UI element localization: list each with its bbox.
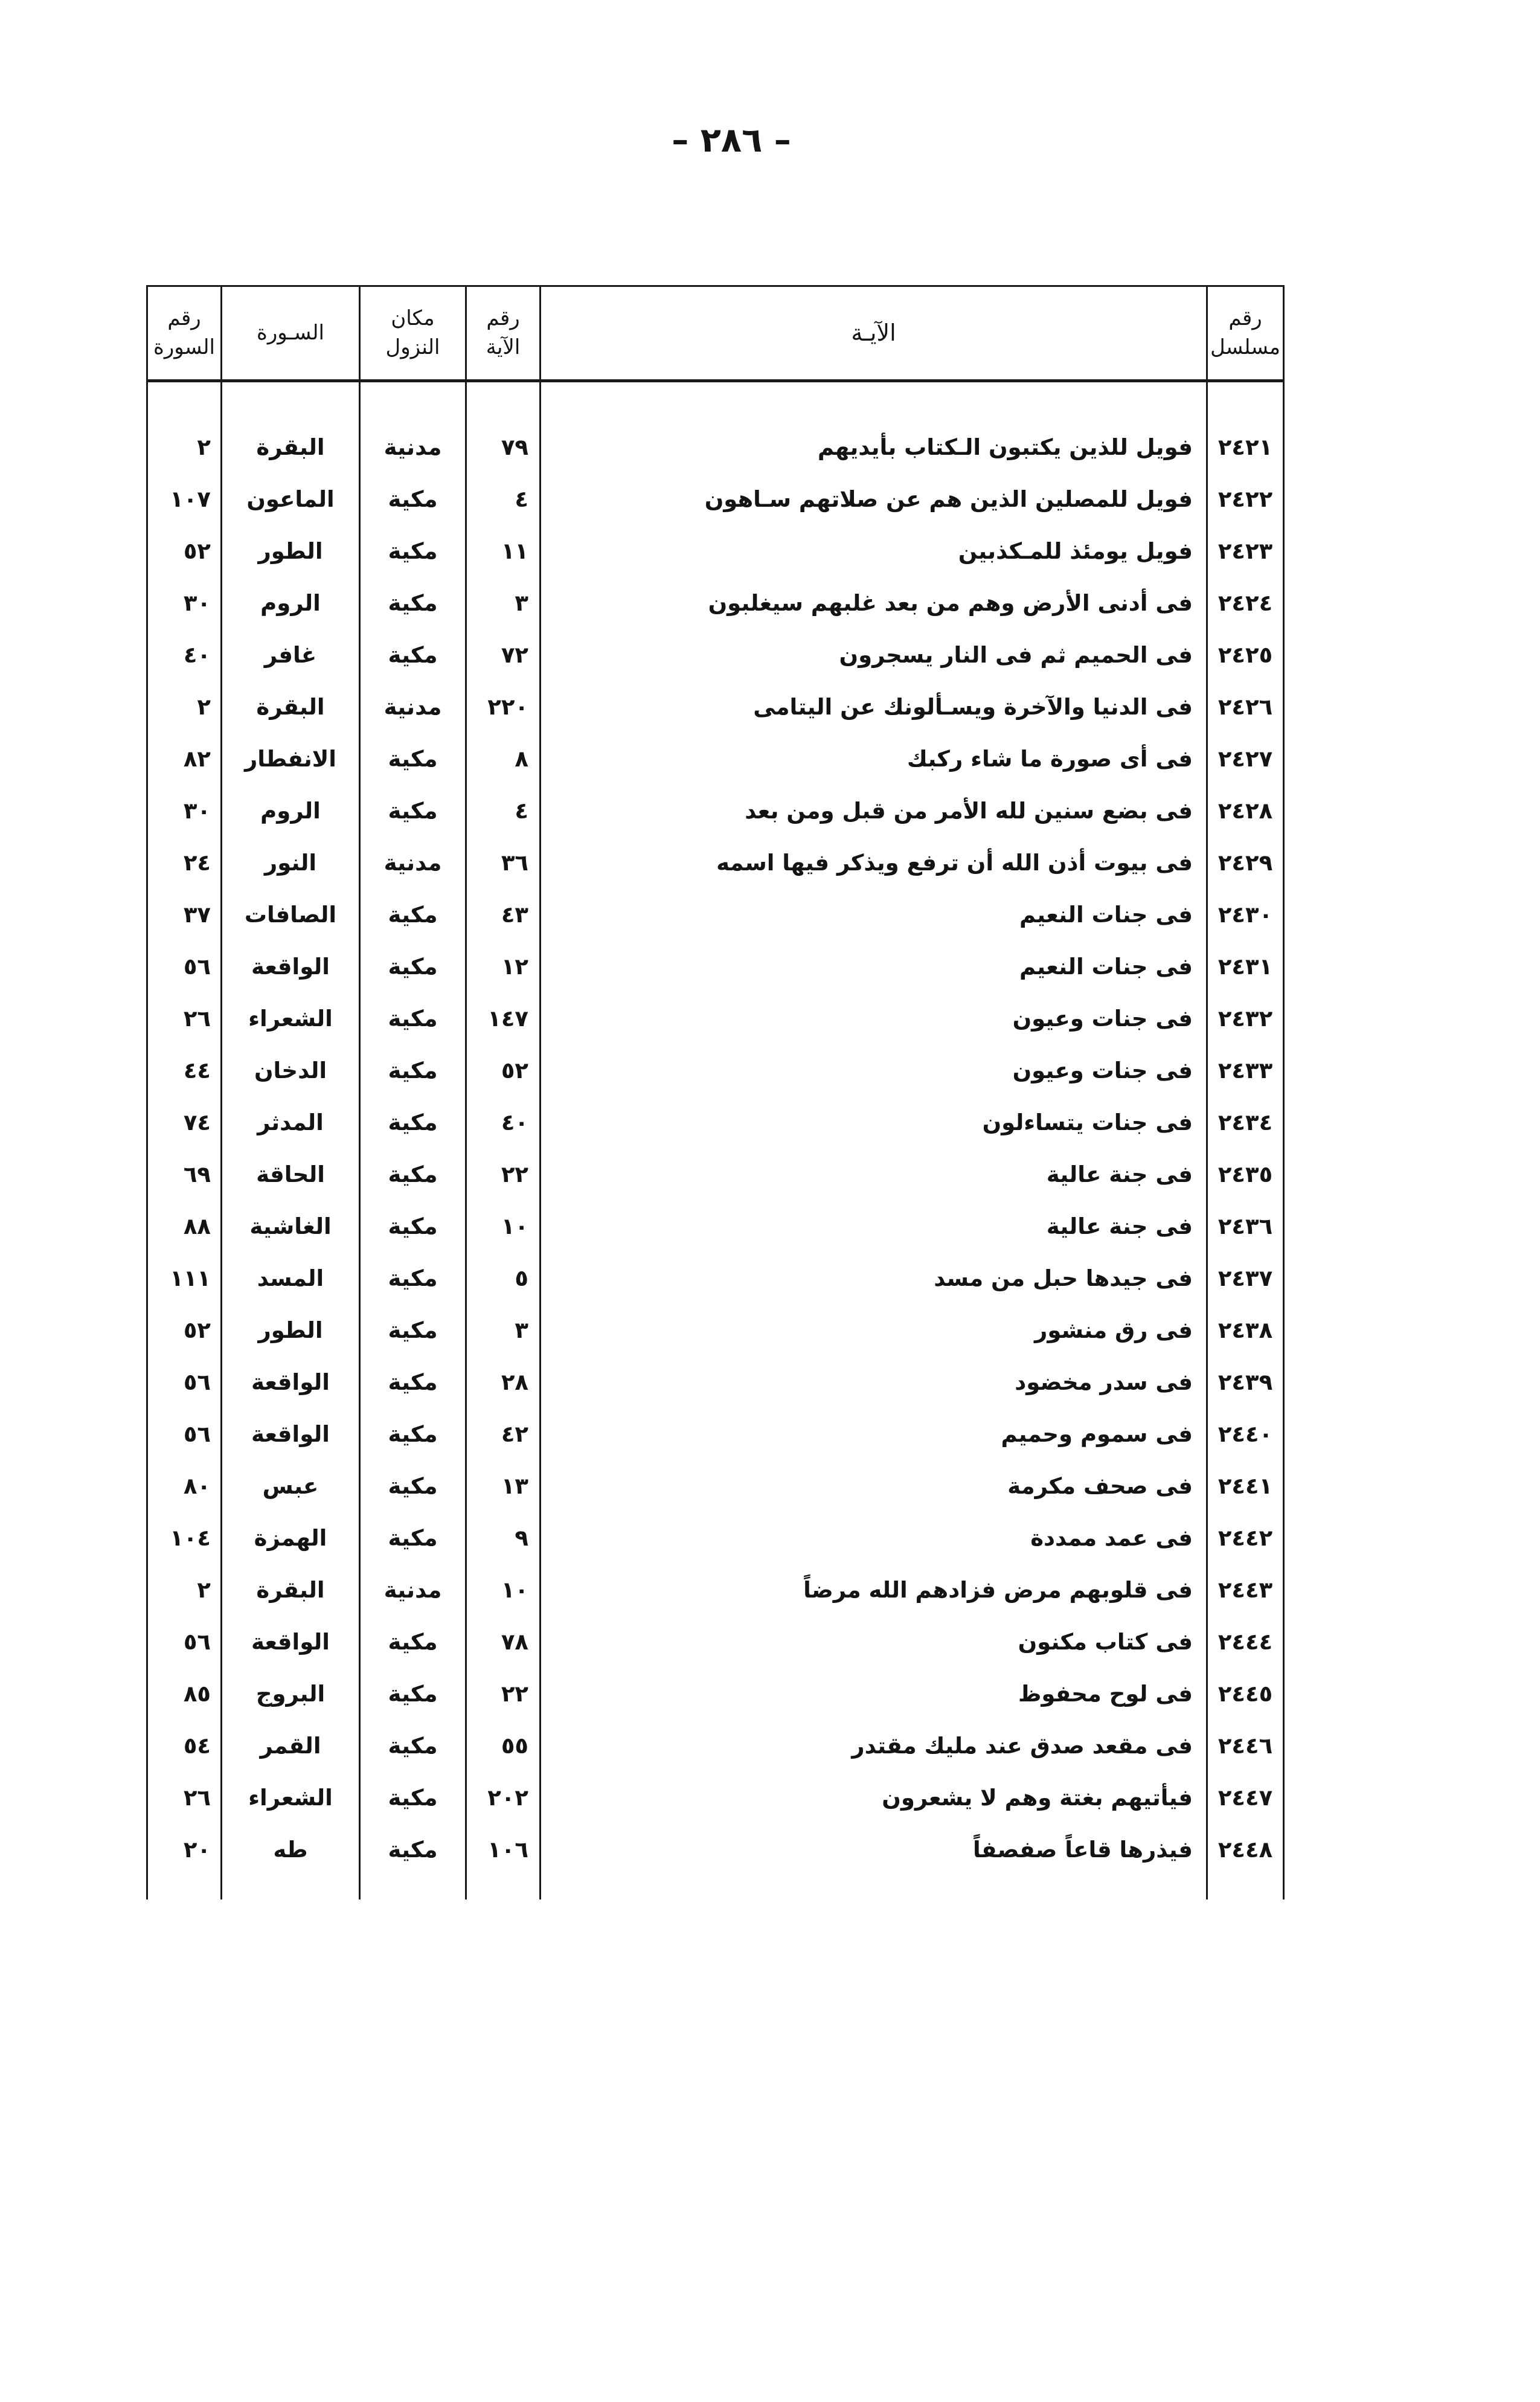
empty-cell [541, 1875, 1207, 1899]
verse-number-cell: ٣٦ [466, 837, 541, 888]
surah-name-cell: الانفطار [222, 733, 360, 785]
surah-name-cell: البروج [222, 1668, 360, 1720]
surah-number-cell: ٨٥ [147, 1668, 222, 1720]
verse-text-cell: فى جنات يتساءلون [541, 1096, 1207, 1148]
revelation-place-cell: مكية [360, 1200, 466, 1252]
revelation-place-cell: مكية [360, 888, 466, 940]
revelation-place-cell: مكية [360, 1720, 466, 1771]
verse-number-cell: ٨ [466, 733, 541, 785]
serial-number-cell: ٢٤٢١ [1207, 421, 1284, 473]
verse-number-cell: ٥ [466, 1252, 541, 1304]
verse-text-cell: فى قلوبهم مرض فزادهم الله مرضاً [541, 1564, 1207, 1616]
table-row [147, 681, 1284, 733]
revelation-place-cell: مكية [360, 940, 466, 992]
verse-number-cell: ٣ [466, 1304, 541, 1356]
surah-number-cell: ٥٦ [147, 1356, 222, 1408]
table-row [147, 421, 1284, 473]
table-row [147, 733, 1284, 785]
surah-number-cell: ٢٦ [147, 1771, 222, 1823]
surah-number-cell: ٤٤ [147, 1044, 222, 1096]
empty-cell [147, 381, 222, 422]
serial-number-cell: ٢٤٣٧ [1207, 1252, 1284, 1304]
table-row [147, 888, 1284, 940]
verse-number-cell: ١٠٦ [466, 1823, 541, 1875]
revelation-place-cell: مكية [360, 1616, 466, 1668]
surah-number-cell: ٣٠ [147, 577, 222, 629]
verse-number-cell: ٢٢٠ [466, 681, 541, 733]
serial-number-cell: ٢٤٤٠ [1207, 1408, 1284, 1460]
revelation-place-cell: مكية [360, 1460, 466, 1512]
surah-number-cell: ١٠٧ [147, 473, 222, 525]
revelation-place-cell: مكية [360, 733, 466, 785]
verse-number-cell: ١٣ [466, 1460, 541, 1512]
verse-text-cell: فى رق منشور [541, 1304, 1207, 1356]
table-row [147, 1823, 1284, 1875]
revelation-place-cell: مكية [360, 577, 466, 629]
surah-number-cell: ٥٤ [147, 1720, 222, 1771]
table-row [147, 992, 1284, 1044]
verse-text-cell: فى بضع سنين لله الأمر من قبل ومن بعد [541, 785, 1207, 837]
verse-number-cell: ٧٨ [466, 1616, 541, 1668]
empty-cell [466, 1875, 541, 1899]
empty-cell [360, 1875, 466, 1899]
surah-number-cell: ٥٢ [147, 1304, 222, 1356]
header-line: رقم [167, 306, 201, 330]
revelation-place-header [360, 286, 466, 381]
revelation-place-cell: مكية [360, 1356, 466, 1408]
table-row [147, 1044, 1284, 1096]
surah-number-cell: ٤٠ [147, 629, 222, 681]
surah-number-cell: ٣٠ [147, 785, 222, 837]
verse-text-cell: فويل للمصلين الذين هم عن صلاتهم سـاهون [541, 473, 1207, 525]
serial-number-cell: ٢٤٤٥ [1207, 1668, 1284, 1720]
revelation-place-cell: مكية [360, 1044, 466, 1096]
revelation-place-cell: مدنية [360, 837, 466, 888]
table-row [147, 1668, 1284, 1720]
revelation-place-cell: مكية [360, 1771, 466, 1823]
table-row [147, 473, 1284, 525]
header-line: النزول [385, 335, 440, 359]
surah-name-header: السـورة [222, 286, 360, 381]
surah-number-cell: ٦٩ [147, 1148, 222, 1200]
header-line: السورة [153, 335, 215, 359]
verse-text-cell: فى بيوت أذن الله أن ترفع ويذكر فيها اسمه [541, 837, 1207, 888]
serial-number-cell: ٢٤٢٦ [1207, 681, 1284, 733]
surah-number-cell: ٨٠ [147, 1460, 222, 1512]
table-row [147, 577, 1284, 629]
header-line: رقم [1228, 306, 1262, 330]
verse-text-cell: فى كتاب مكنون [541, 1616, 1207, 1668]
empty-cell [147, 1875, 222, 1899]
verse-text-cell: فى الدنيا والآخرة ويسـألونك عن اليتامى [541, 681, 1207, 733]
table-row [147, 1512, 1284, 1564]
surah-name-cell: الدخان [222, 1044, 360, 1096]
page-number: – ٢٨٦ – [672, 121, 791, 160]
header-line: الآية [486, 335, 521, 359]
revelation-place-cell: مكية [360, 525, 466, 577]
surah-number-cell: ٢ [147, 421, 222, 473]
verse-number-cell: ٣ [466, 577, 541, 629]
serial-number-cell: ٢٤٣٥ [1207, 1148, 1284, 1200]
table-row [147, 1252, 1284, 1304]
empty-cell [466, 381, 541, 422]
revelation-place-cell: مكية [360, 1304, 466, 1356]
verse-number-cell: ٤٣ [466, 888, 541, 940]
serial-number-cell: ٢٤٢٩ [1207, 837, 1284, 888]
table-row [147, 525, 1284, 577]
revelation-place-cell: مكية [360, 1252, 466, 1304]
table-row [147, 629, 1284, 681]
serial-number-cell: ٢٤٣٨ [1207, 1304, 1284, 1356]
surah-number-cell: ١٠٤ [147, 1512, 222, 1564]
verse-number-cell: ٥٥ [466, 1720, 541, 1771]
table-row [147, 1408, 1284, 1460]
revelation-place-cell: مكية [360, 1668, 466, 1720]
table-row [147, 1096, 1284, 1148]
surah-number-cell: ٢ [147, 681, 222, 733]
surah-name-cell: الروم [222, 577, 360, 629]
verse-text-cell: فى جنات النعيم [541, 888, 1207, 940]
revelation-place-cell: مكية [360, 629, 466, 681]
header-line: مكان [391, 306, 435, 330]
serial-number-cell: ٢٤٢٢ [1207, 473, 1284, 525]
table-row [147, 1148, 1284, 1200]
verse-text-cell: فيذرها قاعاً صفصفاً [541, 1823, 1207, 1875]
verse-text-cell: فى جنات وعيون [541, 992, 1207, 1044]
empty-cell [222, 1875, 360, 1899]
serial-number-cell: ٢٤٣٣ [1207, 1044, 1284, 1096]
surah-name-cell: الهمزة [222, 1512, 360, 1564]
revelation-place-cell: مكية [360, 1512, 466, 1564]
serial-number-cell: ٢٤٣٢ [1207, 992, 1284, 1044]
revelation-place-cell: مكية [360, 1096, 466, 1148]
revelation-place-cell: مكية [360, 992, 466, 1044]
table-row [147, 837, 1284, 888]
verse-text-cell: فيأتيهم بغتة وهم لا يشعرون [541, 1771, 1207, 1823]
verse-text-cell: فى جنات النعيم [541, 940, 1207, 992]
surah-number-cell: ٥٦ [147, 1616, 222, 1668]
verse-number-cell: ٢٢ [466, 1148, 541, 1200]
empty-cell [1207, 381, 1284, 422]
verse-text-cell: فويل للذين يكتبون الـكتاب بأيديهم [541, 421, 1207, 473]
surah-name-cell: الشعراء [222, 1771, 360, 1823]
surah-name-cell: البقرة [222, 1564, 360, 1616]
verse-number-cell: ١٢ [466, 940, 541, 992]
revelation-place-cell: مكية [360, 473, 466, 525]
serial-number-cell: ٢٤٤١ [1207, 1460, 1284, 1512]
surah-name-cell: عبس [222, 1460, 360, 1512]
verse-text-cell: فى عمد ممددة [541, 1512, 1207, 1564]
surah-name-cell: الطور [222, 1304, 360, 1356]
surah-number-cell: ٥٦ [147, 1408, 222, 1460]
verse-text-cell: فى جنة عالية [541, 1148, 1207, 1200]
verse-number-cell: ٤٠ [466, 1096, 541, 1148]
revelation-place-cell: مدنية [360, 421, 466, 473]
verse-number-cell: ٢٢ [466, 1668, 541, 1720]
surah-name-cell: الماعون [222, 473, 360, 525]
verse-number-cell: ٢٨ [466, 1356, 541, 1408]
serial-number-cell: ٢٤٣٠ [1207, 888, 1284, 940]
surah-number-cell: ٧٤ [147, 1096, 222, 1148]
table-end-gap-row [147, 1875, 1284, 1899]
verse-text-cell: فى أدنى الأرض وهم من بعد غلبهم سيغلبون [541, 577, 1207, 629]
surah-name-cell: غافر [222, 629, 360, 681]
revelation-place-cell: مكية [360, 1823, 466, 1875]
surah-name-cell: الواقعة [222, 1408, 360, 1460]
surah-number-cell: ١١١ [147, 1252, 222, 1304]
surah-number-cell: ٢٠ [147, 1823, 222, 1875]
table-row [147, 1460, 1284, 1512]
surah-name-cell: طه [222, 1823, 360, 1875]
revelation-place-cell: مدنية [360, 1564, 466, 1616]
empty-cell [1207, 1875, 1284, 1899]
verse-number-cell: ٤٢ [466, 1408, 541, 1460]
serial-number-cell: ٢٤٢٧ [1207, 733, 1284, 785]
table-row [147, 1616, 1284, 1668]
serial-number-cell: ٢٤٤٣ [1207, 1564, 1284, 1616]
verse-number-cell: ٤ [466, 473, 541, 525]
verse-number-cell: ٩ [466, 1512, 541, 1564]
table-row [147, 1720, 1284, 1771]
verse-text-cell: فى مقعد صدق عند مليك مقتدر [541, 1720, 1207, 1771]
serial-number-cell: ٢٤٢٤ [1207, 577, 1284, 629]
revelation-place-cell: مكية [360, 1148, 466, 1200]
verse-number-cell: ٧٩ [466, 421, 541, 473]
serial-number-cell: ٢٤٣٩ [1207, 1356, 1284, 1408]
serial-number-cell: ٢٤٢٣ [1207, 525, 1284, 577]
verse-number-cell: ٤ [466, 785, 541, 837]
surah-number-cell: ٢٤ [147, 837, 222, 888]
serial-number-cell: ٢٤٤٨ [1207, 1823, 1284, 1875]
verse-text-cell: فى جنة عالية [541, 1200, 1207, 1252]
verse-number-cell: ٥٢ [466, 1044, 541, 1096]
revelation-place-cell: مكية [360, 1408, 466, 1460]
surah-name-cell: النور [222, 837, 360, 888]
surah-name-cell: الطور [222, 525, 360, 577]
table-row [147, 1200, 1284, 1252]
verse-number-cell: ٢٠٢ [466, 1771, 541, 1823]
surah-name-cell: الواقعة [222, 1356, 360, 1408]
header-line: مسلسل [1210, 335, 1280, 359]
surah-name-cell: الروم [222, 785, 360, 837]
serial-number-cell: ٢٤٢٨ [1207, 785, 1284, 837]
serial-number-cell: ٢٤٢٥ [1207, 629, 1284, 681]
verse-text-cell: فى سموم وحميم [541, 1408, 1207, 1460]
verse-number-cell: ١١ [466, 525, 541, 577]
revelation-place-cell: مكية [360, 785, 466, 837]
verse-text-cell: فى جيدها حبل من مسد [541, 1252, 1207, 1304]
verse-text-cell: فى سدر مخضود [541, 1356, 1207, 1408]
table-row [147, 1771, 1284, 1823]
empty-cell [360, 381, 466, 422]
surah-name-cell: المسد [222, 1252, 360, 1304]
surah-name-cell: الشعراء [222, 992, 360, 1044]
serial-number-cell: ٢٤٤٧ [1207, 1771, 1284, 1823]
surah-name-cell: المدثر [222, 1096, 360, 1148]
surah-name-cell: القمر [222, 1720, 360, 1771]
serial-number-cell: ٢٤٤٢ [1207, 1512, 1284, 1564]
verse-text-cell: فى أى صورة ما شاء ركبك [541, 733, 1207, 785]
verse-number-header [466, 286, 541, 381]
verse-header: الآيـة [541, 286, 1207, 381]
surah-number-cell: ٢٦ [147, 992, 222, 1044]
table-row [147, 940, 1284, 992]
header-line: رقم [486, 306, 520, 330]
empty-cell [541, 381, 1207, 422]
serial-number-cell: ٢٤٣٤ [1207, 1096, 1284, 1148]
verse-text-cell: فى صحف مكرمة [541, 1460, 1207, 1512]
header-gap-row [147, 381, 1284, 422]
verse-text-cell: فى جنات وعيون [541, 1044, 1207, 1096]
surah-name-cell: البقرة [222, 421, 360, 473]
verse-number-cell: ١٠ [466, 1564, 541, 1616]
revelation-place-cell: مدنية [360, 681, 466, 733]
verse-number-cell: ١٠ [466, 1200, 541, 1252]
serial-number-header [1207, 286, 1284, 381]
table-row [147, 785, 1284, 837]
surah-number-cell: ٨٨ [147, 1200, 222, 1252]
surah-name-cell: الصافات [222, 888, 360, 940]
verse-text-cell: فويل يومئذ للمـكذبين [541, 525, 1207, 577]
surah-name-cell: الواقعة [222, 1616, 360, 1668]
verse-number-cell: ١٤٧ [466, 992, 541, 1044]
table-row [147, 1564, 1284, 1616]
serial-number-cell: ٢٤٤٦ [1207, 1720, 1284, 1771]
header-row [147, 286, 1284, 381]
surah-name-cell: الواقعة [222, 940, 360, 992]
empty-cell [222, 381, 360, 422]
serial-number-cell: ٢٤٣٦ [1207, 1200, 1284, 1252]
surah-name-cell: الحاقة [222, 1148, 360, 1200]
surah-name-cell: البقرة [222, 681, 360, 733]
verse-number-cell: ٧٢ [466, 629, 541, 681]
table-row [147, 1304, 1284, 1356]
surah-number-cell: ٥٢ [147, 525, 222, 577]
verse-text-cell: فى لوح محفوظ [541, 1668, 1207, 1720]
surah-number-cell: ٥٦ [147, 940, 222, 992]
serial-number-cell: ٢٤٤٤ [1207, 1616, 1284, 1668]
surah-number-cell: ٨٢ [147, 733, 222, 785]
surah-number-cell: ٣٧ [147, 888, 222, 940]
surah-number-header [147, 286, 222, 381]
surah-name-cell: الغاشية [222, 1200, 360, 1252]
serial-number-cell: ٢٤٣١ [1207, 940, 1284, 992]
surah-number-cell: ٢ [147, 1564, 222, 1616]
verse-index-table [146, 285, 1285, 1899]
table-row [147, 1356, 1284, 1408]
verse-text-cell: فى الحميم ثم فى النار يسجرون [541, 629, 1207, 681]
